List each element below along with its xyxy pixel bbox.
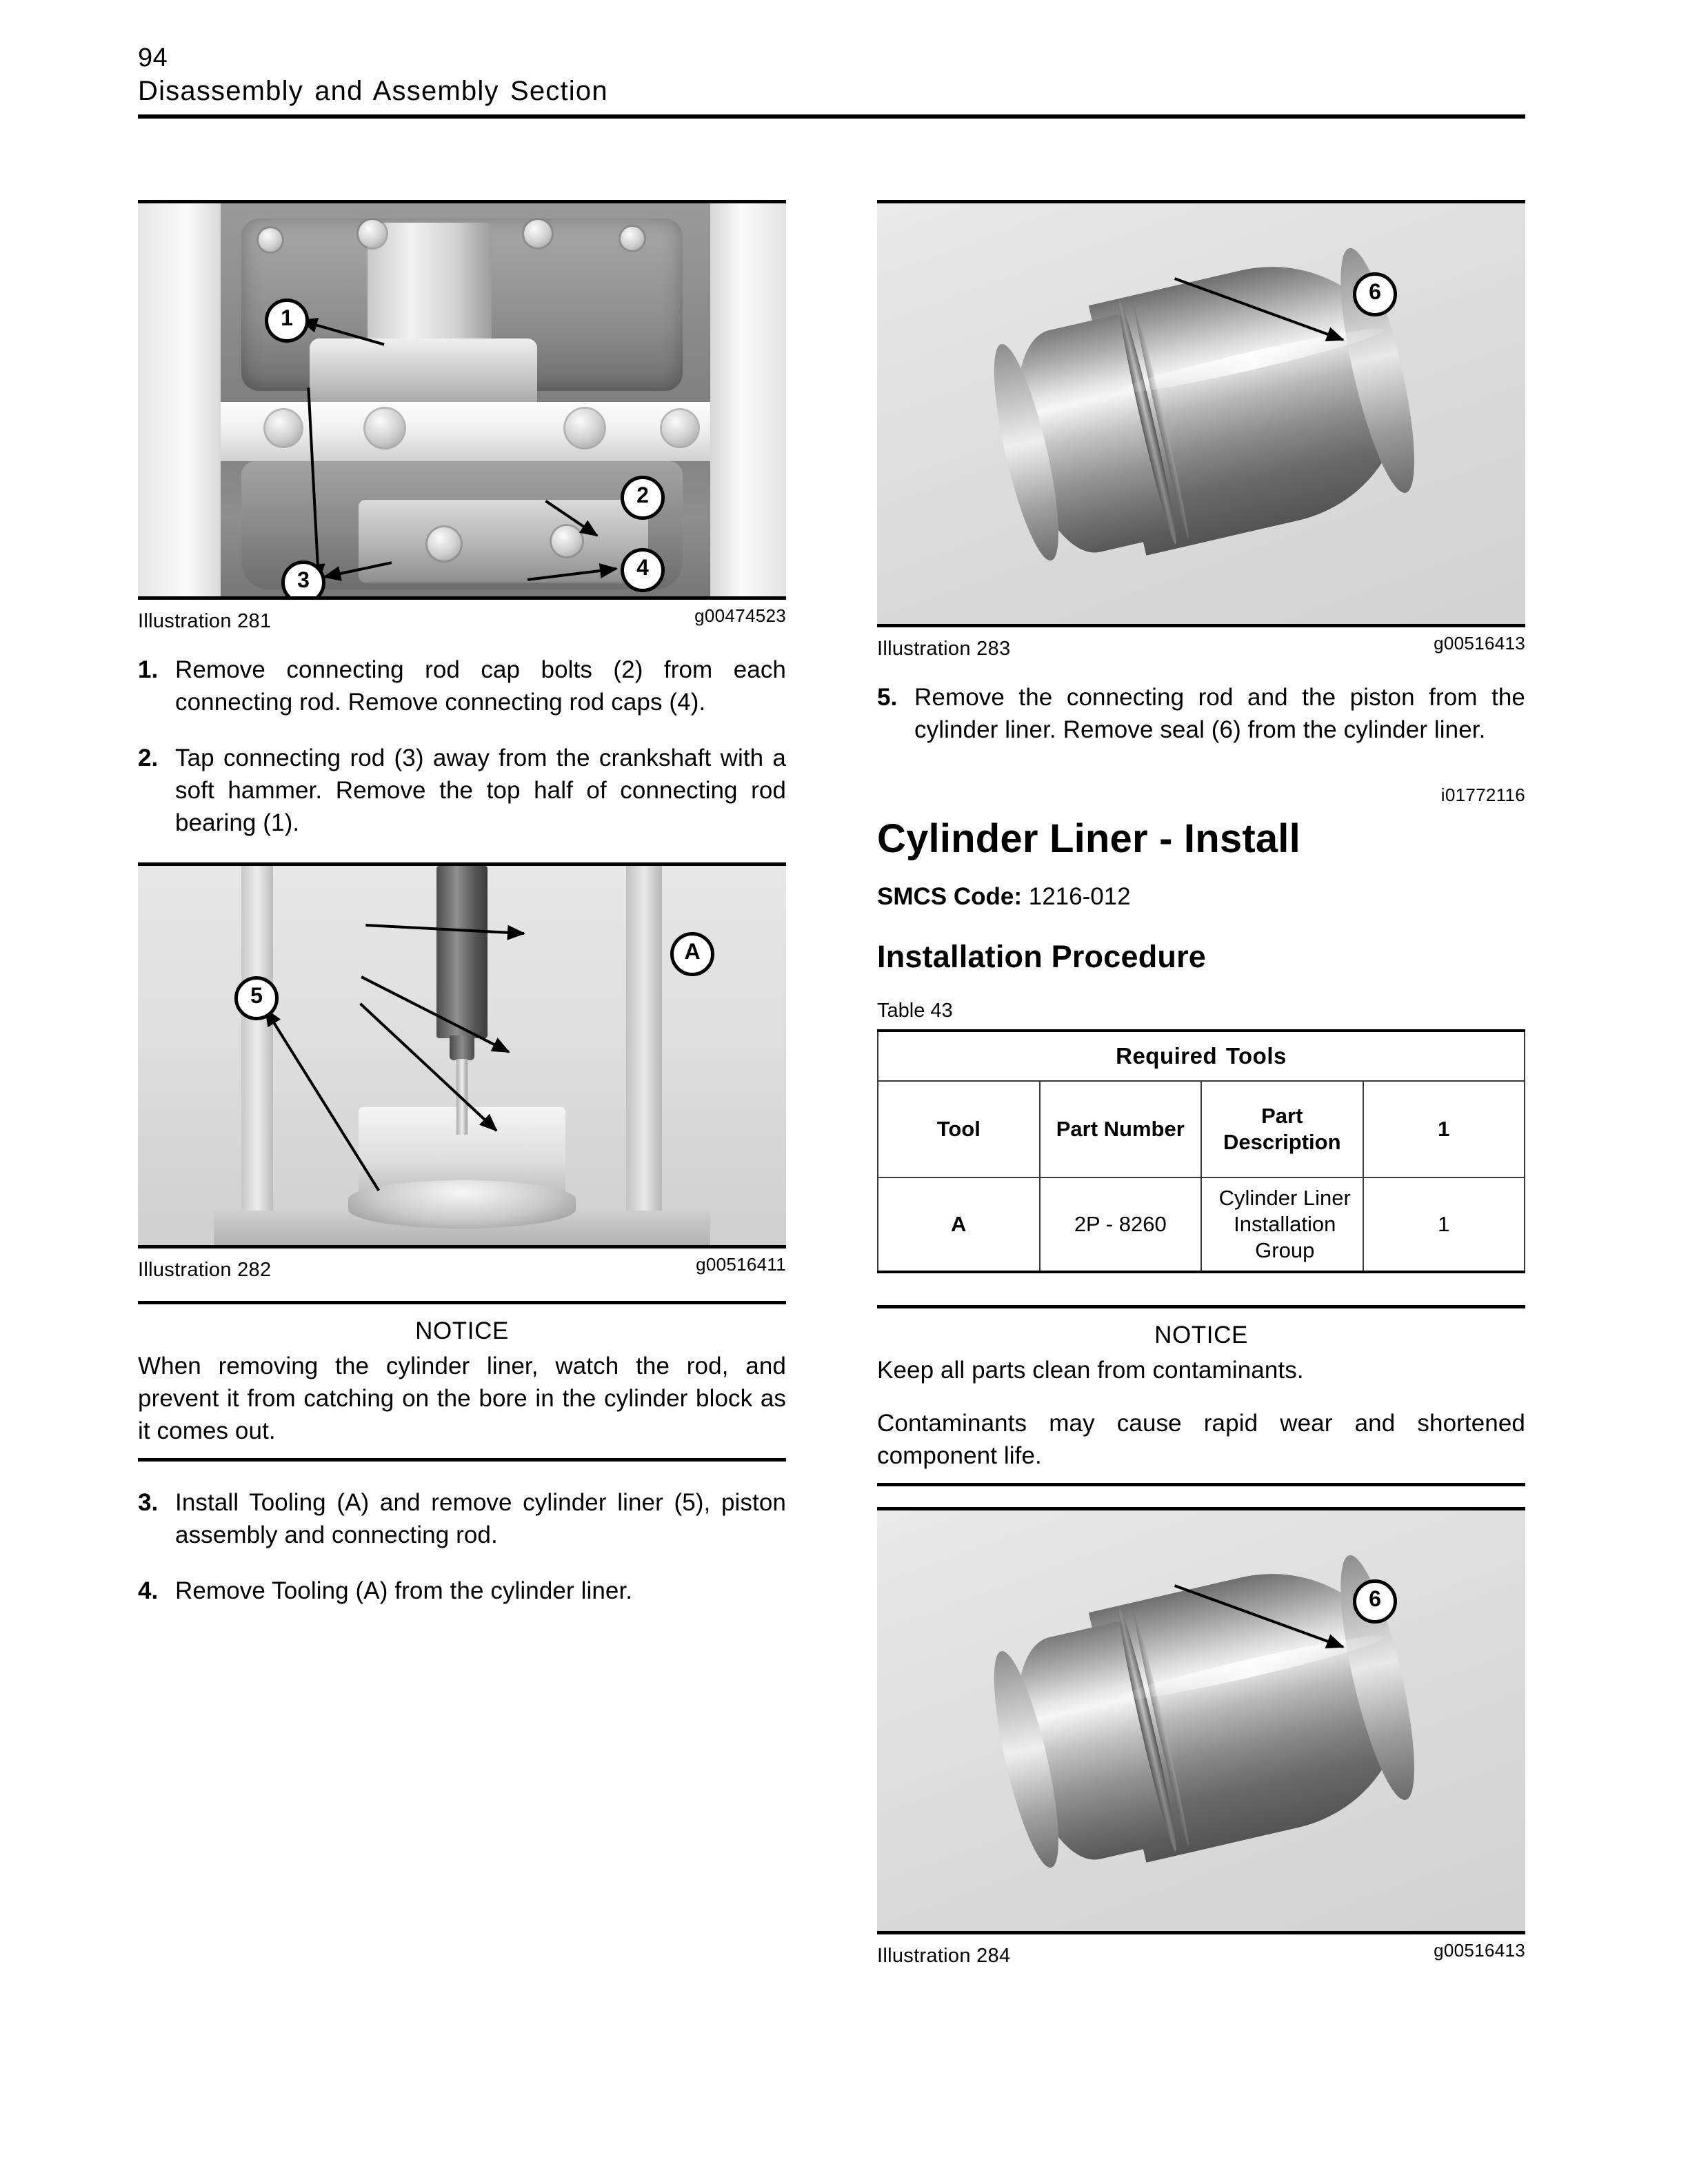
- column-header-part-description: Part Description: [1201, 1081, 1363, 1177]
- callout-2: 2: [621, 476, 665, 520]
- installation-procedure-heading: Installation Procedure: [877, 939, 1207, 974]
- required-tools-table: [877, 1029, 1525, 1273]
- figure-282-label: Illustration 282: [138, 1259, 272, 1281]
- figure-281-graphic-id: g00474523: [694, 605, 786, 626]
- callout-4: 4: [621, 548, 665, 592]
- callout-5: 5: [234, 976, 279, 1020]
- header-divider: [138, 114, 1525, 119]
- step-1: [138, 654, 786, 718]
- left-notice-title: NOTICE: [415, 1317, 509, 1344]
- column-header-quantity: 1: [1363, 1081, 1525, 1177]
- figure-284: [877, 1507, 1525, 1968]
- figure-282-caption: [138, 1248, 786, 1282]
- right-notice-body-2: Contaminants may cause rapid wear and shortened component life.: [877, 1410, 1525, 1469]
- left-column: [138, 200, 786, 1630]
- table-span-header: Required Tools: [878, 1031, 1525, 1081]
- step-2-number: 2.: [138, 745, 159, 771]
- left-notice-rule-top: [138, 1301, 786, 1304]
- figure-284-graphic-id: g00516413: [1434, 1940, 1525, 1961]
- figure-281-label: Illustration 281: [138, 610, 272, 632]
- step-5-number: 5.: [877, 684, 898, 711]
- step-3: [138, 1486, 786, 1551]
- column-header-tool: Tool: [878, 1081, 1040, 1177]
- left-steps-list-2: [138, 1486, 786, 1607]
- smcs-code-label: SMCS Code:: [877, 883, 1022, 910]
- right-notice-rule-top: [877, 1305, 1525, 1308]
- column-header-part-number: Part Number: [1040, 1081, 1202, 1177]
- figure-283-caption: [877, 627, 1525, 660]
- right-notice-body-1: Keep all parts clean from contaminants.: [877, 1357, 1304, 1384]
- step-5-text: Remove the connecting rod and the piston from the cylinder liner. Remove seal (6) from the cylinder liner.: [914, 684, 1525, 743]
- right-notice-rule-bottom: [877, 1483, 1525, 1486]
- figure-281-image: [138, 200, 786, 600]
- table-label: Table 43: [877, 1000, 953, 1022]
- smcs-code-value: 1216-012: [1028, 883, 1131, 910]
- section-title: Disassembly and Assembly Section: [138, 76, 608, 106]
- table-row: [878, 1177, 1525, 1272]
- cell-part-description: Cylinder Liner Installation Group: [1201, 1177, 1363, 1272]
- callout-a: A: [670, 932, 714, 976]
- step-1-number: 1.: [138, 656, 159, 683]
- callout-6-fig284: 6: [1353, 1579, 1397, 1624]
- figure-283-graphic-id: g00516413: [1434, 633, 1525, 654]
- step-3-text: Install Tooling (A) and remove cylinder liner (5), piston assembly and connecting rod.: [175, 1489, 786, 1548]
- table-header-row: [878, 1081, 1525, 1177]
- right-column: [877, 200, 1525, 1968]
- table-span-header-row: [878, 1031, 1525, 1081]
- smcs-code-line: [877, 880, 1525, 913]
- step-3-number: 3.: [138, 1489, 159, 1516]
- figure-281-caption: [138, 600, 786, 633]
- callout-3: 3: [281, 560, 325, 600]
- step-2: [138, 742, 786, 839]
- figure-284-caption: [877, 1934, 1525, 1968]
- figure-281: [138, 200, 786, 633]
- left-notice-rule-bottom: [138, 1458, 786, 1462]
- callout-1: 1: [265, 299, 309, 343]
- figure-283: [877, 200, 1525, 660]
- step-4-text: Remove Tooling (A) from the cylinder liner.: [175, 1577, 633, 1604]
- figure-283-image: [877, 200, 1525, 627]
- figure-282-image: [138, 862, 786, 1248]
- figure-282: [138, 862, 786, 1282]
- right-steps-list: [877, 681, 1525, 746]
- left-notice: [138, 1301, 786, 1462]
- right-notice: [877, 1305, 1525, 1486]
- left-notice-body: When removing the cylinder liner, watch the rod, and prevent it from catching on the bore in the cylinder block as it comes out.: [138, 1353, 786, 1444]
- page-title: Cylinder Liner - Install: [877, 816, 1300, 861]
- step-4: [138, 1575, 786, 1607]
- page-header: [138, 43, 1525, 108]
- figure-283-label: Illustration 283: [877, 638, 1011, 660]
- step-1-text: Remove connecting rod cap bolts (2) from each connecting rod. Remove connecting rod caps (4).: [175, 656, 786, 716]
- figure-282-graphic-id: g00516411: [696, 1254, 786, 1275]
- figure-284-image: [877, 1507, 1525, 1934]
- step-5: [877, 681, 1525, 746]
- figure-284-label: Illustration 284: [877, 1945, 1011, 1967]
- cell-quantity: 1: [1363, 1177, 1525, 1272]
- left-steps-list: [138, 654, 786, 839]
- cell-tool: A: [878, 1177, 1040, 1272]
- document-id: i01772116: [1440, 785, 1525, 805]
- cell-part-number: 2P - 8260: [1040, 1177, 1202, 1272]
- step-4-number: 4.: [138, 1577, 159, 1604]
- step-2-text: Tap connecting rod (3) away from the crankshaft with a soft hammer. Remove the top half of connecting rod bearing (1).: [175, 745, 786, 836]
- right-notice-title: NOTICE: [1154, 1322, 1248, 1348]
- callout-6-fig283: 6: [1353, 272, 1397, 316]
- page-number: 94: [138, 43, 168, 72]
